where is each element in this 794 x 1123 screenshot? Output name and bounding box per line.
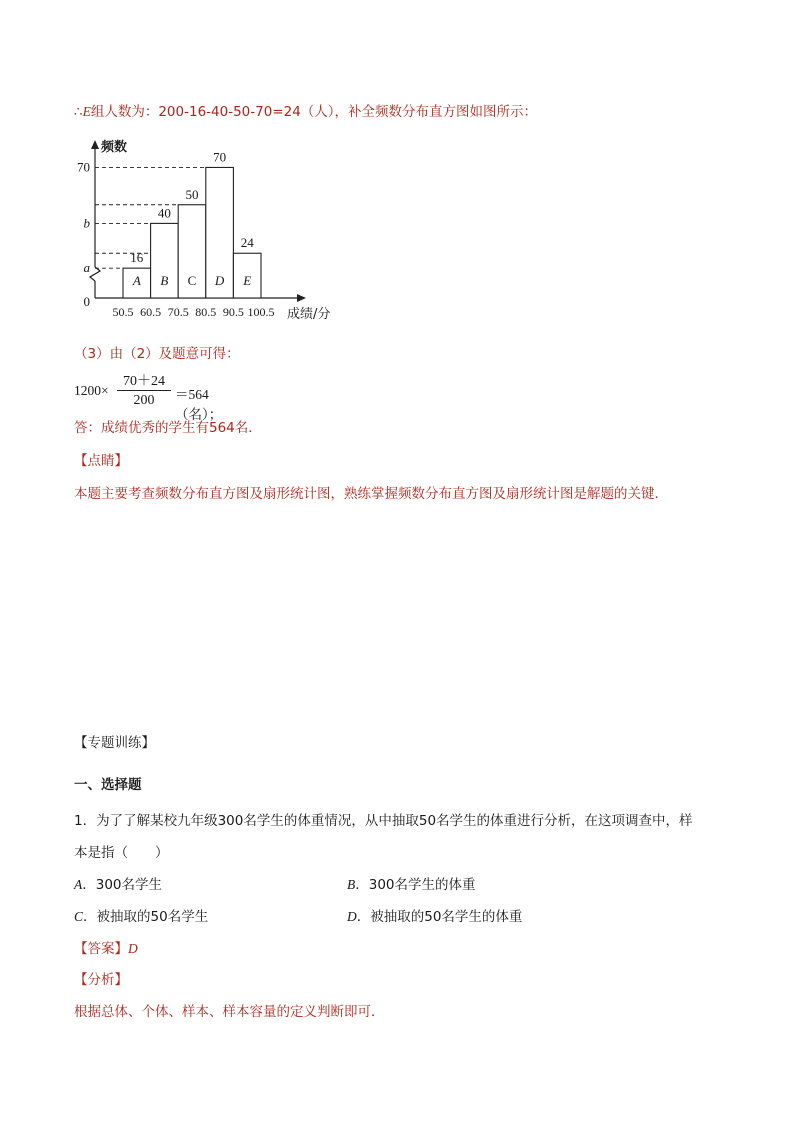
group-letter: E <box>82 104 91 119</box>
option-b-text: ．300名学生的体重 <box>355 877 476 893</box>
bar-value-label: 40 <box>157 205 171 221</box>
bar-category-label: D <box>214 273 225 288</box>
bar-value-label: 16 <box>130 250 144 266</box>
y-axis-arrow <box>91 140 99 149</box>
answer-value: D <box>128 941 138 956</box>
fraction-bar <box>117 390 171 391</box>
y-tick-label: 70 <box>77 159 90 175</box>
bar-category-label: A <box>132 273 141 288</box>
bar-category-label: E <box>243 273 252 288</box>
intro-text: 组人数为：200-16-40-50-70=24（人），补全频数分布直方图如图所示： <box>90 104 538 120</box>
formula-numerator: 70＋24 <box>123 374 165 389</box>
y-tick-label: 0 <box>83 294 90 309</box>
x-tick-label: 90.5 <box>222 305 244 319</box>
option-c <box>74 908 208 926</box>
dianjing-heading: 【点睛】 <box>74 453 128 469</box>
option-c-text: ．被抽取的50名学生 <box>83 909 209 925</box>
x-tick-label: 70.5 <box>167 305 189 319</box>
option-a <box>74 876 162 894</box>
question-1-line-1: 1．为了了解某校九年级300名学生的体重情况，从中抽取50名学生的体重进行分析，在这项调查中，样 <box>74 813 693 829</box>
x-tick-label: 80.5 <box>195 305 217 319</box>
answer-line <box>74 940 138 958</box>
part3-answer: 答：成绩优秀的学生有564名． <box>74 420 262 436</box>
option-a-text: ．300名学生 <box>82 877 163 893</box>
section-heading: 一、选择题 <box>74 777 142 793</box>
dianjing-text: 本题主要考查频数分布直方图及扇形统计图，熟练掌握频数分布直方图及扇形统计图是解题的关键． <box>74 486 668 502</box>
x-axis-arrow <box>297 294 306 302</box>
bar-value-label: 50 <box>185 186 199 202</box>
option-b <box>347 876 476 894</box>
bar-value-label: 24 <box>240 235 254 251</box>
y-tick-label: a <box>83 260 90 276</box>
analysis-label: 【分析】 <box>74 972 128 988</box>
therefore-symbol: ∴ <box>74 104 83 120</box>
option-a-letter: A <box>74 877 83 892</box>
option-b-letter: B <box>347 877 356 892</box>
y-axis-label: 频数 <box>101 140 128 155</box>
bar-value-label: 70 <box>213 149 227 165</box>
part3-heading: （3）由（2）及题意可得： <box>74 346 240 362</box>
y-axis-break <box>90 267 100 281</box>
x-tick-label: 100.5 <box>247 305 275 319</box>
bar-category-label: C <box>187 273 197 288</box>
answer-label: 【答案】 <box>74 941 128 957</box>
x-tick-label: 50.5 <box>112 305 134 319</box>
y-tick-label: b <box>83 215 90 231</box>
formula-tail: ＝564（名）； <box>175 387 223 422</box>
option-d-letter: D <box>347 909 357 924</box>
option-c-letter: C <box>74 909 84 924</box>
question-1-line-2: 本是指（ ） <box>74 845 169 861</box>
x-axis-label: 成绩/分 <box>287 307 331 322</box>
bar-category-label: B <box>160 273 169 288</box>
option-d-text: ．被抽取的50名学生的体重 <box>356 909 523 925</box>
analysis-text: 根据总体、个体、样本、样本容量的定义判断即可． <box>74 1004 385 1020</box>
option-d <box>347 908 522 926</box>
formula-denominator: 200 <box>133 393 155 408</box>
training-heading: 【专题训练】 <box>74 735 155 751</box>
formula-lead: 1200× <box>74 383 109 398</box>
x-tick-label: 60.5 <box>140 305 162 319</box>
